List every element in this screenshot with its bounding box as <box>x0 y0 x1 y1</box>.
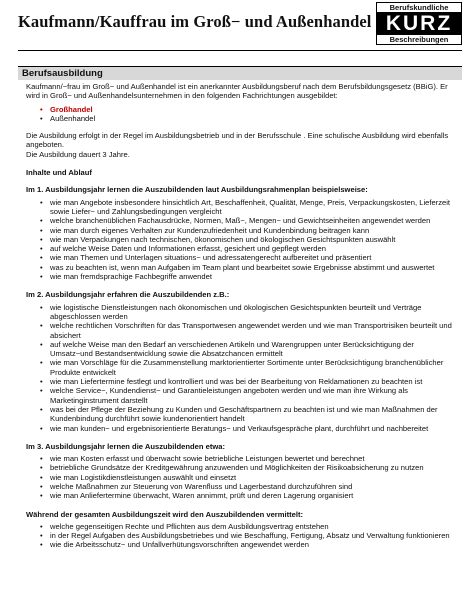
header-rule <box>18 50 462 51</box>
list-item: • welche gegenseitigen Rechte und Pflichten aus dem Ausbildungsvertrag entstehen <box>40 522 458 531</box>
year1-list <box>40 198 458 282</box>
list-item: • auf welche Weise Daten und Informationen erfasst, gesichert und gepflegt werden <box>40 244 458 253</box>
list-item: • wie man fremdsprachige Fachbegriffe anwendet <box>40 272 458 281</box>
list-item: • wie man Logistikdienstleistungen auswählt und einsetzt <box>40 473 458 482</box>
year1-heading: Im 1. Ausbildungsjahr lernen die Auszubildenden laut Ausbildungsrahmenplan beispielsweise: <box>26 185 368 195</box>
list-item: • wie man Angebote insbesondere hinsichtlich Art, Beschaffenheit, Qualität, Menge, Preis, Verpackungskosten, Lieferzeit sowie Liefer− und Zahlungsbedingungen vergleicht <box>40 198 458 217</box>
list-item: • wie man Themen und Unterlagen situations− und adressatengerecht aufbereitet und präsentiert <box>40 253 458 262</box>
list-item: • wie man Kosten erfasst und überwacht sowie betriebliche Leistungen bewertet und berechnet <box>40 454 458 463</box>
year3-heading: Im 3. Ausbildungsjahr lernen die Auszubildenden etwa: <box>26 441 226 451</box>
list-item: • wie man Verpackungen nach technischen, ökonomischen und ökologischen Gesichtspunkten auswählt <box>40 235 458 244</box>
list-item: • betriebliche Grundsätze der Kreditgewährung anzuwenden und Möglichkeiten der Risikoabsicherung zu nutzen <box>40 463 458 472</box>
list-item: • in der Regel Aufgaben des Ausbildungsbetriebes und wie Beschaffung, Fertigung, Absatz und Verwaltung funktionieren <box>40 531 458 540</box>
section-heading: Berufsausbildung <box>22 68 103 79</box>
logo-bottom-text: Beschreibungen <box>389 35 449 44</box>
list-item: • was zu beachten ist, wenn man Aufgaben im Team plant und bearbeitet sowie Ergebnisse abstimmt und auswertet <box>40 263 458 272</box>
year2-heading: Im 2. Ausbildungsjahr erfahren die Auszubildenden z.B.: <box>26 290 230 300</box>
document-title: Kaufmann/Kauffrau im Groß− und Außenhandel <box>18 12 372 31</box>
year2-list <box>40 303 458 433</box>
list-item: • wie man durch eigenes Verhalten zur Kundenzufriedenheit und Kundenbindung beitragen kann <box>40 226 458 235</box>
list-item: • welche Maßnahmen zur Steuerung von Warenfluss und Lagerbestand durchzuführen sind <box>40 482 458 491</box>
fachrichtung-grosshandel[interactable]: • Großhandel <box>40 105 458 114</box>
general-list <box>40 522 458 550</box>
list-item: • wie logistische Dienstleistungen nach ökonomischen und ökologischen Gesichtspunkten beurteilt und Verträge abgeschlossen werden <box>40 303 458 322</box>
general-heading: Während der gesamten Ausbildungszeit wird den Auszubildenden vermittelt: <box>26 509 304 519</box>
section-header-bar <box>18 66 462 80</box>
fachrichtung-aussenhandel: • Außenhandel <box>40 114 458 123</box>
list-item: • wie man Liefertermine festlegt und kontrolliert und was bei der Bearbeitung von Reklamationen zu beachten ist <box>40 377 458 386</box>
fachrichtungen-list <box>40 105 458 124</box>
list-item: • wie man Vorschläge für die Zusammenstellung marktorientierter Sortimente unter Berücksichtigung branchenüblicher Produkte entwickelt <box>40 358 458 377</box>
list-item: • wie die Arbeitsschutz− und Unfallverhütungsvorschriften angewendet werden <box>40 540 458 549</box>
list-item: • welche branchenüblichen Fachausdrücke, Normen, Maß−, Mengen− und Gewichtseinheiten angewendet werden <box>40 216 458 225</box>
year3-list <box>40 454 458 500</box>
list-item: • welche rechtlichen Vorschriften für das Transportwesen angewendet werden und wie man Transportrisiken beurteilt und absichert <box>40 321 458 340</box>
list-item: • welche Service−, Kundendienst− und Garantieleistungen angeboten werden und wie man ihre Wirkung als Marketinginstrument darstellt <box>40 386 458 405</box>
list-item: • auf welche Weise man den Bedarf an verschiedenen Artikeln und Warengruppen unter Berücksichtigung der Umsatz−und Bestandsentwicklung sowie die Absatzchancen ermittelt <box>40 340 458 359</box>
document-body <box>26 82 458 550</box>
kurz-logo <box>376 2 462 45</box>
list-item: • wie man Anliefertermine überwacht, Waren annimmt, prüft und deren Lagerung organisiert <box>40 491 458 500</box>
ausbildung-paragraph: Die Ausbildung erfolgt in der Regel im Ausbildungsbetrieb und in der Berufsschule . Eine schulische Ausbildung wird ebenfalls angeboten. <box>26 131 449 150</box>
logo-top-text: Berufskundliche <box>389 3 449 12</box>
dauer-paragraph: Die Ausbildung dauert 3 Jahre. <box>26 149 130 159</box>
inhalte-heading: Inhalte und Ablauf <box>26 168 92 178</box>
intro-paragraph: Kaufmann/−frau im Groß− und Außenhandel ist ein anerkannter Ausbildungsberuf nach dem Berufsbildungsgesetz (BBiG). Er wird in Groß− und Außenhandelsunternehmen in den folgenden Fachrichtungen ausgebildet: <box>26 82 448 101</box>
list-item: • wie man kunden− und ergebnisorientierte Beratungs− und Verkaufsgespräche plant, durchführt und nachbereitet <box>40 424 458 433</box>
logo-main-text: KURZ <box>377 12 461 35</box>
list-item: • was bei der Pflege der Beziehung zu Kunden und Geschäftspartnern zu beachten ist und wie man Maßnahmen der Kundenbindung durchführt sowie kundenorientiert handelt <box>40 405 458 424</box>
